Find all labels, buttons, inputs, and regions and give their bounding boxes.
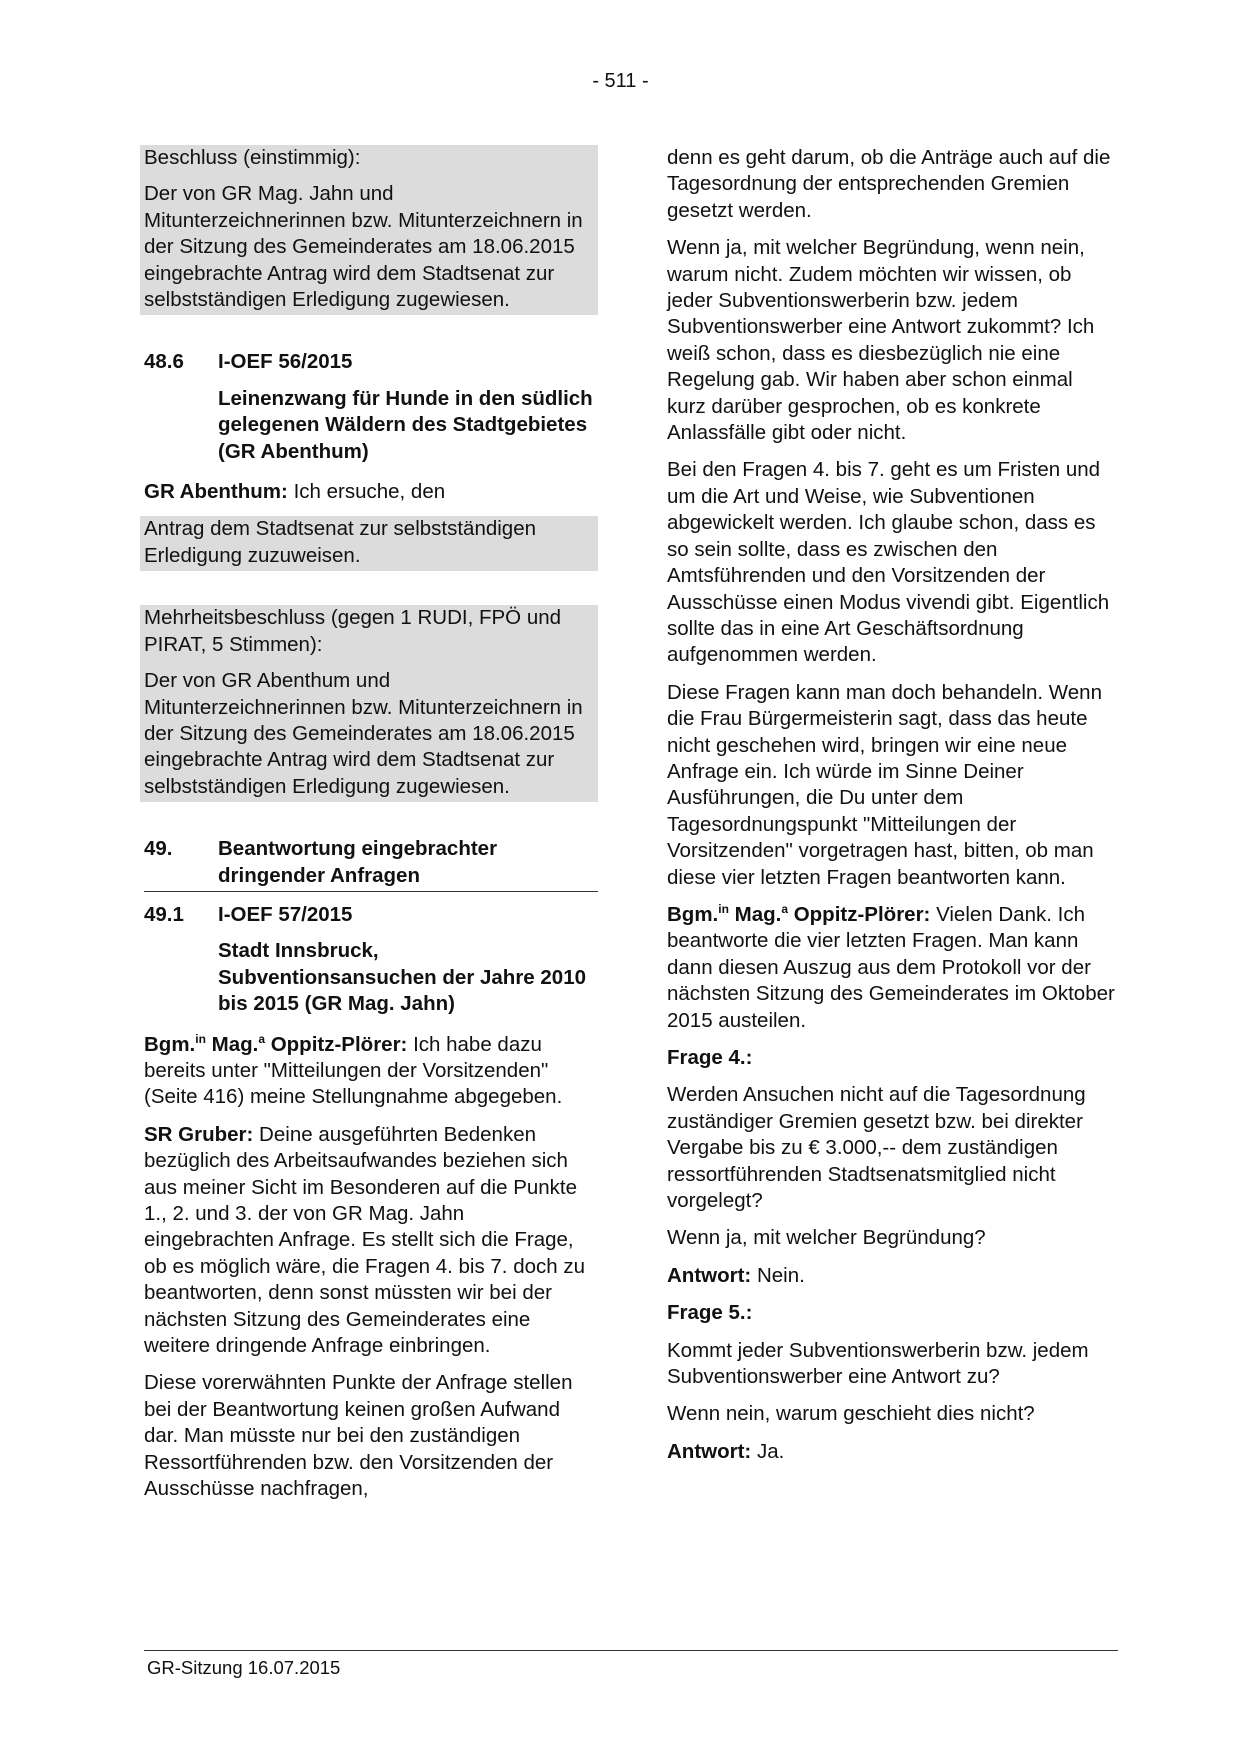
body-paragraph: Diese Fragen kann man doch behandeln. Wenn die Frau Bürgermeisterin sagt, dass das heute nicht geschehen wird, bringen wir eine neue Anfrage ein. Ich würde im Sinne Deiner Ausführungen, die Du unter dem Tagesordnungspunkt "Mitteilungen der Vorsitzenden" vorgetragen hast, bitten, ob man diese vier letzten Fragen beantworten kann. [667, 680, 1102, 889]
agenda-item-49-1 [144, 902, 598, 928]
resolution-text: Der von GR Mag. Jahn und Mitunterzeichnerinnen bzw. Mitunterzeichnern in der Sitzung des Gemeinderates am 18.06.2015 eingebrachte Antrag wird dem Stadtsenat zur selbstständigen Erledigung zugewiesen. [144, 182, 583, 312]
agenda-number: 48.6 [144, 350, 184, 374]
answer-label: Antwort: [667, 1263, 752, 1287]
body-paragraph: Diese vorerwähnten Punkte der Anfrage stellen bei der Beantwortung keinen großen Aufwand dar. Man müsste nur bei den zuständigen Ressortführenden bzw. den Vorsitzenden der Ausschüsse nachfragen, [144, 1371, 573, 1501]
agenda-title: Leinenzwang für Hunde in den südlich gelegenen Wäldern des Stadtgebietes (GR Abenthum) [218, 386, 593, 463]
question-text: Kommt jeder Subventionswerberin bzw. jedem Subventionswerber eine Antwort zu? [667, 1338, 1089, 1389]
answer-paragraph [667, 1263, 1117, 1289]
resolution-block-2 [140, 605, 598, 802]
resolution-heading: Beschluss (einstimmig): [144, 146, 361, 169]
resolution-text: Der von GR Abenthum und Mitunterzeichnerinnen bzw. Mitunterzeichnern in der Sitzung des Gemeinderates am 18.06.2015 eingebrachte Antrag wird dem Stadtsenat zur selbstständigen Erledigung zugewiesen. [144, 669, 583, 798]
speaker-name: Bgm.$^{in}$ Mag.$^a$ Oppitz-Plörer: [667, 901, 931, 926]
answer-text: Nein. [751, 1263, 805, 1287]
speaker-paragraph [667, 902, 1117, 1034]
speaker-paragraph [144, 1122, 598, 1360]
footer-divider [144, 1650, 1118, 1651]
speech-text: Ich ersuche, den [287, 480, 446, 504]
speech-text: Deine ausgeführten Bedenken bezüglich des Arbeitsaufwandes beziehen sich aus meiner Sicht im Besonderen auf die Punkte 1., 2. und 3. der von GR Mag. Jahn eingebrachten Anfrage. Es stellt sich die Frage, ob es möglich wäre, die Fragen 4. bis 7. doch zu beantworten, denn sonst müssten wir bei der nächsten Sitzung des Gemeinderates eine weitere dringende Anfrage einbringen. [144, 1122, 585, 1358]
agenda-code: I-OEF 57/2015 [218, 902, 353, 926]
question-heading: Frage 5.: [667, 1301, 753, 1325]
speech-text: Vielen Dank. Ich beantworte die vier letzten Fragen. Man kann dann diesen Auszug aus dem Protokoll vor der nächsten Sitzung des Gemeinderates im Oktober 2015 austeilen. [667, 902, 1115, 1032]
agenda-item-49 [144, 836, 598, 892]
body-paragraph: denn es geht darum, ob die Anträge auch auf die Tagesordnung der entsprechenden Gremien gesetzt werden. [667, 146, 1111, 222]
agenda-number: 49.1 [144, 902, 184, 926]
agenda-code: I-OEF 56/2015 [218, 350, 353, 374]
speaker-name: SR Gruber: [144, 1122, 254, 1146]
motion-text: Antrag dem Stadtsenat zur selbstständigen Erledigung zuzuweisen. [144, 517, 537, 567]
answer-text: Ja. [751, 1439, 785, 1463]
resolution-block-1 [140, 145, 598, 315]
motion-shaded [140, 516, 598, 571]
question-heading: Frage 4.: [667, 1046, 753, 1069]
answer-paragraph [667, 1439, 1117, 1465]
agenda-title: Stadt Innsbruck, Subventionsansuchen der Jahre 2010 bis 2015 (GR Mag. Jahn) [218, 939, 586, 1016]
speech-text: Ich habe dazu bereits unter "Mitteilungen der Vorsitzenden" (Seite 416) meine Stellungnahme abgegeben. [144, 1032, 563, 1109]
speaker-paragraph [144, 1032, 598, 1111]
agenda-title: Beantwortung eingebrachter dringender Anfragen [218, 837, 498, 887]
page-number: - 511 - [592, 70, 649, 92]
question-followup: Wenn ja, mit welcher Begründung? [667, 1226, 986, 1250]
body-paragraph: Bei den Fragen 4. bis 7. geht es um Fristen und um die Art und Weise, wie Subventionen abgewickelt werden. Ich glaube schon, dass es so sein sollte, dass es zwischen den Amtsführenden und den Vorsitzenden der Ausschüsse einen Modus vivendi gibt. Eigentlich sollte das in eine Art Geschäftsordnung aufgenommen werden. [667, 458, 1110, 667]
answer-label: Antwort: [667, 1439, 752, 1463]
agenda-number: 49. [144, 837, 173, 861]
question-text: Werden Ansuchen nicht auf die Tagesordnung zuständiger Gremien gesetzt bzw. bei direkter Vergabe bis zu € 3.000,-- dem zuständigen ressortführenden Stadtsenatsmitglied nicht vorgelegt? [667, 1083, 1086, 1213]
speaker-name: Bgm.$^{in}$ Mag.$^a$ Oppitz-Plörer: [144, 1031, 408, 1056]
speaker-paragraph [144, 479, 598, 505]
resolution-heading: Mehrheitsbeschluss (gegen 1 RUDI, FPÖ und PIRAT, 5 Stimmen): [144, 606, 562, 656]
speaker-name: GR Abenthum: [144, 480, 288, 504]
footer-text: GR-Sitzung 16.07.2015 [147, 1657, 341, 1678]
body-paragraph: Wenn ja, mit welcher Begründung, wenn nein, warum nicht. Zudem möchten wir wissen, ob jeder Subventionswerberin bzw. jedem Subventionswerber eine Antwort zukommt? Ich weiß schon, dass es diesbezüglich nie eine Regelung gab. Wir haben aber schon einmal kurz darüber gesprochen, ob es konkrete Anlassfälle gibt oder nicht. [667, 236, 1095, 445]
left-column [144, 145, 598, 1513]
right-column [667, 145, 1117, 1476]
question-followup: Wenn nein, warum geschieht dies nicht? [667, 1402, 1035, 1426]
agenda-item-48-6 [144, 349, 598, 375]
